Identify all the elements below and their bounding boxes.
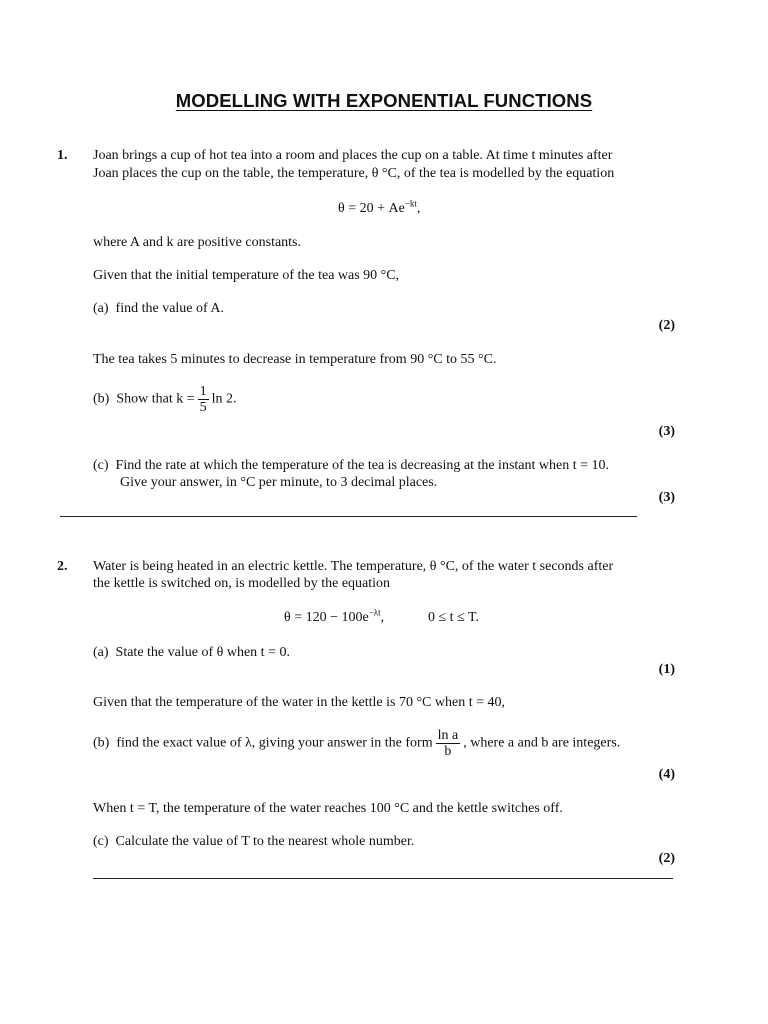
part-text: find the exact value of λ, giving your answer in the form (116, 735, 433, 751)
question-number: 2. (57, 559, 68, 574)
equation-range: 0 ≤ t ≤ T. (428, 610, 480, 625)
marks: (3) (658, 424, 675, 439)
part-b (93, 384, 237, 415)
fraction-denominator: 5 (199, 400, 207, 415)
fraction-denominator: b (444, 744, 452, 759)
equation-exponent: −λt (368, 607, 381, 618)
part-c (93, 457, 609, 474)
question-intro-line: the kettle is switched on, is modelled by the equation (93, 576, 391, 591)
equation-end: , (416, 201, 421, 216)
part-label: (b) (93, 735, 110, 751)
divider (93, 878, 673, 879)
part-label: (c) (93, 834, 109, 849)
fraction (198, 384, 209, 415)
marks: (2) (658, 851, 675, 866)
question-intro-line: Joan brings a cup of hot tea into a room and places the cup on a table. At time t minutes after (93, 148, 613, 163)
question-intro-line: Joan places the cup on the table, the temperature, θ °C, of the tea is modelled by the equation (93, 166, 615, 181)
fraction-numerator: 1 (199, 384, 207, 399)
part-text: ln 2. (211, 391, 237, 407)
part-text: State the value of θ when t = 0. (115, 645, 290, 660)
fraction (436, 728, 461, 759)
equation-end: , (380, 610, 385, 625)
part-text: Give your answer, in °C per minute, to 3 decimal places. (120, 475, 438, 490)
part-label: (a) (93, 645, 109, 660)
part-text: Show that k = (116, 391, 195, 407)
equation (284, 609, 384, 626)
part-text: find the value of A. (115, 301, 225, 316)
equation (338, 200, 420, 217)
marks: (1) (658, 662, 675, 677)
divider (60, 516, 637, 517)
given-text: Given that the temperature of the water in the kettle is 70 °C when t = 40, (93, 695, 505, 710)
marks: (2) (658, 318, 675, 333)
fraction-numerator: ln a (437, 728, 459, 743)
part-text: Find the rate at which the temperature of the tea is decreasing at the instant when t = 10. (115, 458, 609, 473)
part-a (93, 300, 224, 317)
part-text: , where a and b are integers. (463, 735, 621, 751)
part-label: (a) (93, 301, 109, 316)
equation-main: θ = 20 + Ae (338, 201, 405, 216)
statement-text: When t = T, the temperature of the water reaches 100 °C and the kettle switches off. (93, 801, 563, 816)
given-text: Given that the initial temperature of the tea was 90 °C, (93, 268, 400, 283)
part-text: Calculate the value of T to the nearest whole number. (115, 834, 415, 849)
part-b (93, 728, 620, 759)
question-number: 1. (57, 148, 68, 163)
part-label: (c) (93, 458, 109, 473)
part-c (93, 833, 414, 850)
marks: (4) (658, 767, 675, 782)
constants-text: where A and k are positive constants. (93, 235, 302, 250)
page-title: MODELLING WITH EXPONENTIAL FUNCTIONS (175, 90, 593, 111)
part-label: (b) (93, 391, 110, 407)
equation-main: θ = 120 − 100e (284, 610, 369, 625)
equation-exponent: −kt (404, 198, 417, 209)
statement-text: The tea takes 5 minutes to decrease in temperature from 90 °C to 55 °C. (93, 352, 497, 367)
marks: (3) (658, 490, 675, 505)
question-intro-line: Water is being heated in an electric kettle. The temperature, θ °C, of the water t seconds after (93, 559, 614, 574)
part-a (93, 644, 290, 661)
